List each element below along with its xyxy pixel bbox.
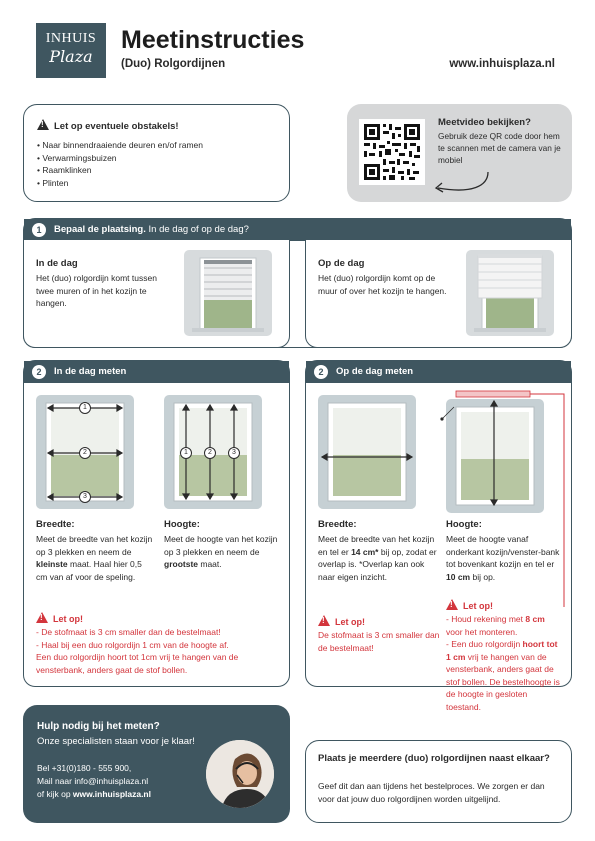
step1-band [24, 219, 571, 241]
in-dag-text: Het (duo) rolgordijn komt tussen twee muren of in het kozijn te hangen. [36, 273, 157, 308]
marker-1: 1 [180, 447, 192, 459]
support-agent-avatar [205, 739, 275, 809]
window-width-op-illustration [318, 395, 416, 509]
marker-2: 2 [204, 447, 216, 459]
obstacles-box [23, 104, 290, 202]
marker-1: 1 [79, 402, 91, 414]
warning-icon [318, 615, 330, 626]
window-op-dag-illustration [466, 250, 554, 336]
list-item: • Plinten [37, 177, 203, 190]
warning-icon [36, 612, 48, 623]
note-line: Een duo rolgordijn hoort tot 1cm vrij te hangen van de vensterbank, anders gaat de stof bollen. [36, 652, 239, 675]
breedte-heading: Breedte: [318, 519, 357, 530]
logo-line-2: Plaza [49, 47, 93, 66]
help-contact [37, 762, 151, 801]
multiple-heading: Plaats je meerdere (duo) rolgordijnen naast elkaar? [318, 753, 550, 764]
marker-3: 3 [79, 491, 91, 503]
step-number: 1 [32, 223, 46, 237]
hoogte-heading: Hoogte: [446, 519, 482, 530]
op-dag-card [305, 240, 572, 348]
step2b-band [306, 361, 571, 383]
hoogte-heading: Hoogte: [164, 519, 200, 530]
step2-op-dag-box [305, 360, 572, 712]
video-heading: Meetvideo bekijken? [438, 117, 531, 128]
letop-row: !Let op! [318, 615, 365, 627]
website-link[interactable]: www.inhuisplaza.nl [449, 58, 555, 70]
letop-row: !Let op! [36, 612, 83, 624]
letop-row-right: !Let op! [446, 599, 497, 611]
help-sub: Onze specialisten staan voor je klaar! [37, 736, 195, 747]
step-number: 2 [314, 365, 328, 379]
qr-code[interactable] [359, 119, 425, 185]
web-line: of kijk op www.inhuisplaza.nl [37, 789, 151, 799]
window-in-dag-illustration [184, 250, 272, 336]
list-item: • Verwarmingsbuizen [37, 152, 203, 165]
obstacles-list [37, 139, 203, 189]
step2a-title: In de dag meten [54, 366, 127, 377]
breedte-heading: Breedte: [36, 519, 75, 530]
obstacles-heading: Let op eventuele obstakels! [54, 121, 179, 132]
window-height-op-illustration [438, 387, 568, 537]
help-heading: Hulp nodig bij het meten? [37, 721, 160, 732]
in-dag-heading: In de dag [36, 258, 78, 269]
note-line: - De stofmaat is 3 cm smaller dan de bestelmaat! [36, 627, 221, 637]
step-number: 2 [32, 365, 46, 379]
list-item: • Raamklinken [37, 164, 203, 177]
breedte-text: Meet de breedte van het kozijn op 3 plekken en neem de kleinste maat. Haal hier 0,5 cm van af voor de speling. [36, 534, 153, 582]
help-box [23, 705, 290, 823]
logo-line-1: INHUIS [45, 31, 97, 46]
step1-title: Bepaal de plaatsing. [54, 224, 146, 235]
web-link[interactable]: www.inhuisplaza.nl [72, 789, 151, 799]
op-dag-text: Het (duo) rolgordijn komt op de muur of over het kozijn te hangen. [318, 273, 447, 296]
op-dag-heading: Op de dag [318, 258, 365, 269]
warning-icon [37, 119, 49, 130]
obstacles-heading-row [37, 119, 179, 132]
curved-arrow-icon [432, 170, 492, 198]
page-title: Meetinstructies [121, 26, 305, 54]
warning-icon [446, 599, 458, 610]
phone-link[interactable]: Bel +31(0)180 - 555 900, [37, 763, 132, 773]
step2-in-dag-box [23, 360, 290, 687]
marker-3: 3 [228, 447, 240, 459]
multiple-text: Geef dit dan aan tijdens het bestelproces. We zorgen er dan voor dat jouw duo rolgordijnen worden uitgelijnd. [318, 781, 545, 804]
letop-note-left: De stofmaat is 3 cm smaller dan de bestelmaat! [318, 630, 440, 653]
breedte-text: Meet de breedte van het kozijn en tel er 14 cm* bij op, zodat er overlap is. *Overlap kan ook naar eigen inzicht. [318, 534, 437, 582]
step2b-title: Op de dag meten [336, 366, 414, 377]
hoogte-text: Meet de hoogte van het kozijn op 3 plekken en neem de grootste maat. [164, 534, 278, 569]
multiple-blinds-box [305, 740, 572, 823]
letop-notes [36, 626, 286, 676]
in-dag-card [23, 240, 290, 348]
marker-2: 2 [79, 447, 91, 459]
page-subtitle: (Duo) Rolgordijnen [121, 58, 226, 70]
step1-title-rest: In de dag of op de dag? [145, 224, 249, 235]
brand-logo [36, 23, 106, 78]
list-item: • Naar binnendraaiende deuren en/of ramen [37, 139, 203, 152]
letop-note-right: - Houd rekening met 8 cm voor het monteren. - Een duo rolgordijn hoort tot 1 cm vrij te hangen van de vensterbank, anders gaat de stof bollen. De bestelhoogte is de hoogte in gesloten toestand. [446, 614, 560, 712]
step2a-band [24, 361, 289, 383]
hoogte-text: Meet de hoogte vanaf onderkant kozijn/venster-bank tot bovenkant kozijn en tel er 10 cm bij op. [446, 534, 560, 582]
note-line: - Haal bij een duo rolgordijn 1 cm van de hoogte af. [36, 639, 229, 650]
mail-link[interactable]: Mail naar info@inhuisplaza.nl [37, 776, 149, 786]
video-text: Gebruik deze QR code door hem te scannen met de camera van je mobiel [438, 131, 561, 165]
